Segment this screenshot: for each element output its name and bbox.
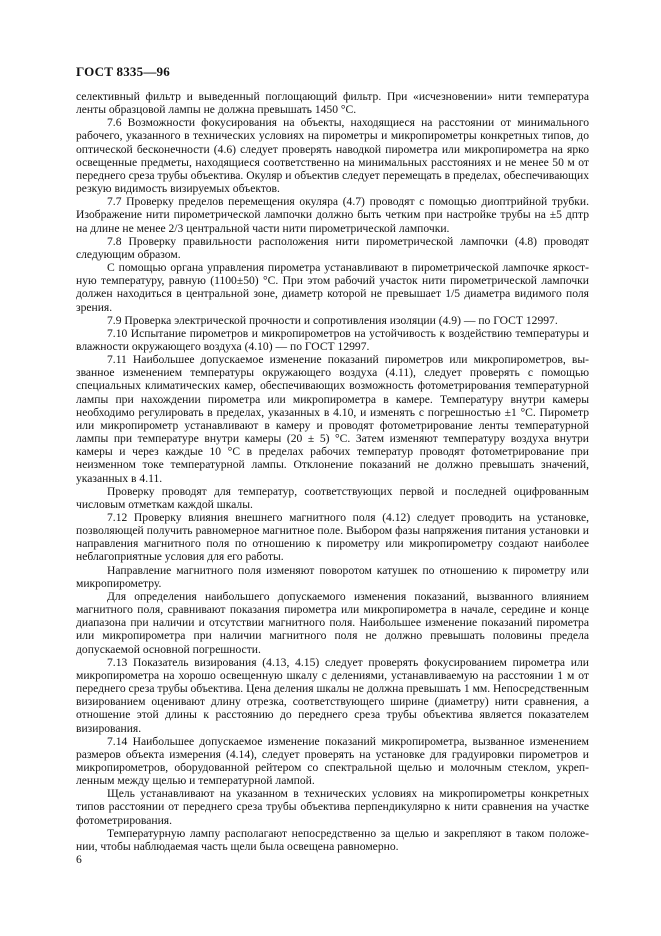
- paragraph: Температурную лампу располагают непосредственно за щелью и закрепляют в таком положении, чтобы наблюдаемая часть щели была освещена равномерно.: [76, 826, 589, 853]
- paragraph: 7.14 Наибольшее допускаемое изменение показаний микропирометра, вызванное изменением размеров объекта измерения (4.14), следует проверять на установке для градуировки пирометров и микропирометров, оборудованной рейтером со спектральной щелью и молочным стеклом, укрепленным между щелью и температурной лампой.: [76, 734, 589, 788]
- paragraph: 7.13 Показатель визирования (4.13, 4.15) следует проверять фокусированием пирометра или микропирометра на хорошо освещенную шкалу с делениями, устанавливаемую на расстоянии 1 м от переднего среза трубы объектива. Цена деления шкалы не должна превышать 1 мм. Непосредственным визированием оценивают длину отрезка, соответствующего ширине (диаметру) нити сравнения, а отношение этой длины к расстоянию до переднего среза трубы объектива является показателем визирования.: [76, 655, 589, 735]
- paragraph: 7.10 Испытание пирометров и микропирометров на устойчивость к воздействию температуры и влажности окружающего воздуха (4.10) — по ГОСТ 12997.: [76, 326, 589, 353]
- paragraph: селективный фильтр и выведенный поглощающий фильтр. При «исчезновении» нити температура ленты образцовой лампы не должна превышать 1450 °С.: [76, 90, 589, 117]
- paragraph: 7.6 Возможности фокусирования на объекты, находящиеся на расстоянии от минимального рабочего, указанного в технических условиях на пирометры и микропирометры конкретных типов, до оптической бесконечности (4.6) следует проверять наводкой пирометра или микропирометра на ярко освещенные предметы, находящиеся соответственно на минимальных расстояниях и не менее 50 м от переднего среза трубы объектива. Окуляр и объектив следует перемещать в пределах, обеспечивающих резкую видимость визируемых объектов.: [76, 116, 589, 196]
- paragraph: 7.12 Проверку влияния внешнего магнитного поля (4.12) следует проводить на установке, позволяющей получить равномерное магнитное поле. Выбором фазы напряжения питания установки и направления магнитного поля по отношению к пирометру или микропирометру создают наиболее неблагоприятные условия для его работы.: [76, 511, 589, 564]
- page-number: 6: [76, 853, 82, 866]
- paragraph: 7.7 Проверку пределов перемещения окуляра (4.7) проводят с помощью диоптрийной трубки. Изображение нити пирометрической лампочки должно быть четким при настройке трубы на ±5 дптр на длине не менее 2/3 центральной части нити пирометрической лампочки.: [76, 195, 589, 235]
- paragraph: 7.11 Наибольшее допускаемое изменение показаний пирометров или микропирометров, вызванное изменением температуры окружающего воздуха (4.11), следует проверять с помощью специальных климатических камер, обеспечивающих возможность фотометрирования температурной лампы при нахождении пирометра или микропирометра в камере. Температуру внутри камеры необходимо регулировать в пределах, указанных в 4.10, и изменять с погрешностью ±1 °С. Пирометр или микропирометр устанавливают в камеру и проводят фотометрирование ленты температурной лампы при температуре внутри камеры (20 ± 5) °С. Затем изменяют температуру воздуха внутри камеры и через каждые 10 °С в пределах рабочих температур проводят фотометрирование при неизменном токе температурной лампы. Отклонение показаний не должно превышать значений, указанных в 4.11.: [76, 353, 589, 485]
- document-header: ГОСТ 8335—96: [76, 64, 170, 79]
- paragraph: 7.9 Проверка электрической прочности и сопротивления изоляции (4.9) — по ГОСТ 12997.: [107, 313, 558, 327]
- paragraph: Щель устанавливают на указанном в технических условиях на микропирометры конкретных типов расстоянии от переднего среза трубы объектива перпендикулярно к нити сравнения на участке фотометрирования.: [76, 787, 589, 827]
- paragraph: 7.8 Проверку правильности расположения нити пирометрической лампочки (4.8) проводят следующим образом.: [76, 234, 589, 261]
- document-body: [76, 90, 589, 853]
- paragraph: Для определения наибольшего допускаемого изменения показаний, вызванного влиянием магнитного поля, сравнивают показания пирометра или микропирометра в начале, середине и конце диапазона при наличии и отсутствии магнитного поля. Наибольшее изменение показаний пирометра или микропирометра при наличии магнитного поля не должно превышать половины предела допускаемой основной погрешности.: [76, 589, 589, 656]
- paragraph: Направление магнитного поля изменяют поворотом катушек по отношению к пирометру или микропирометру.: [76, 563, 589, 590]
- paragraph: С помощью органа управления пирометра устанавливают в пирометрической лампочке яркостную температуру, равную (1100±50) °С. При этом рабочий участок нити пирометрической лампочки должен находиться в центральной зоне, диаметр которой не превышает 1/5 диаметра видимого поля зрения.: [76, 261, 589, 314]
- paragraph: Проверку проводят для температур, соответствующих первой и последней оцифрованным числовым отметкам каждой шкалы.: [76, 484, 589, 511]
